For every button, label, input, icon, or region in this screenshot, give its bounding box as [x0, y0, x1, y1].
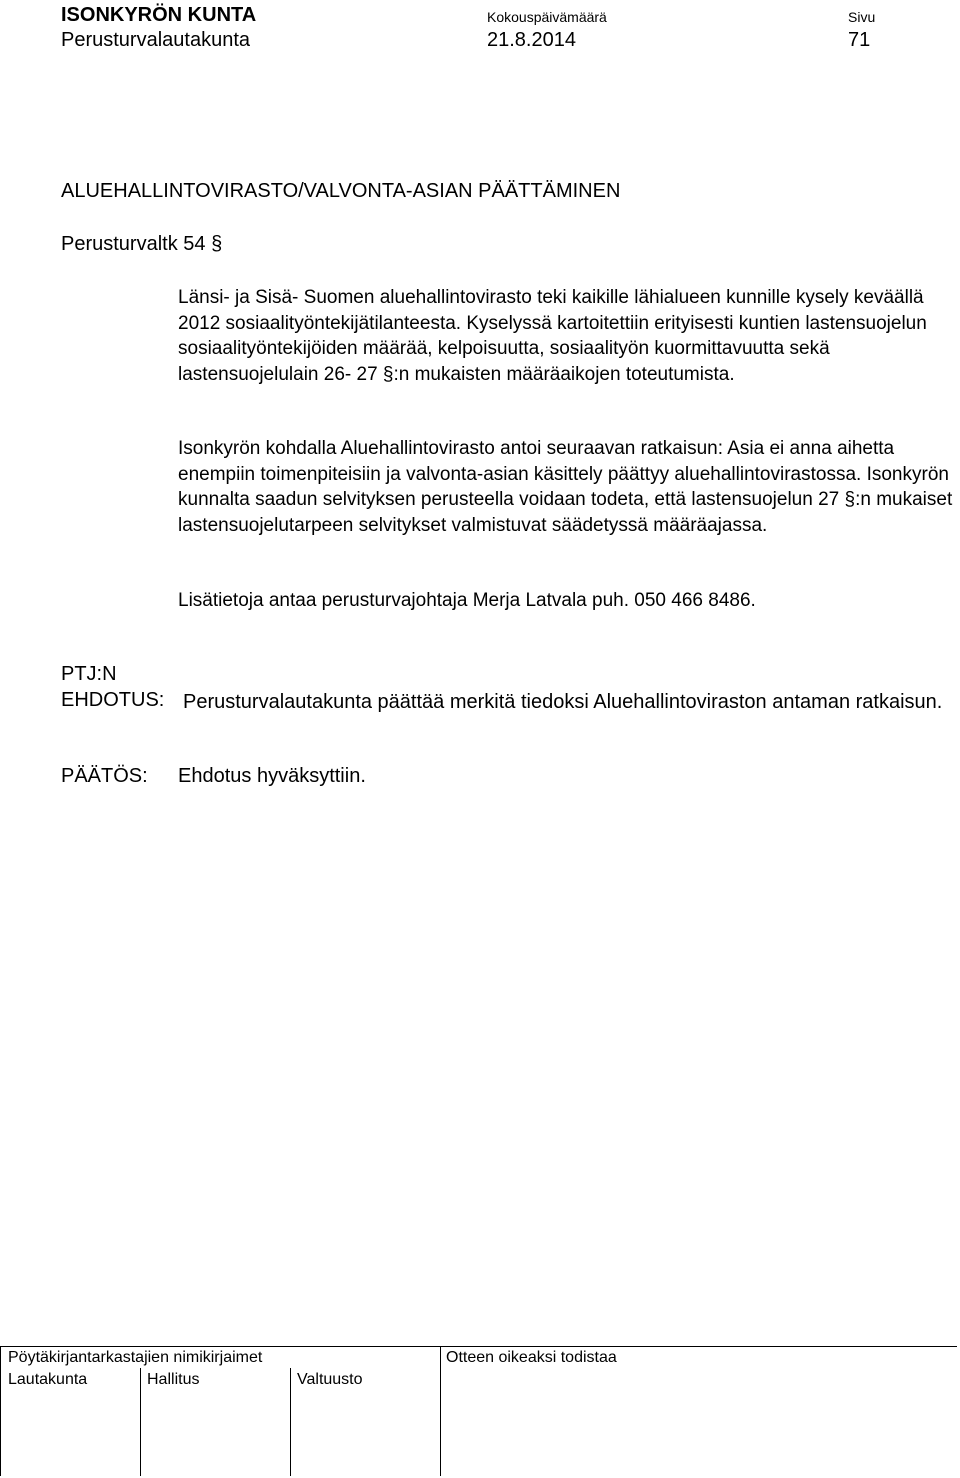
- meeting-date-label: Kokouspäivämäärä: [487, 9, 607, 25]
- footer-column-government: Hallitus: [147, 1371, 200, 1388]
- footer-divider: [0, 1346, 957, 1347]
- meeting-date: 21.8.2014: [487, 29, 576, 51]
- proposal-label: EHDOTUS:: [61, 689, 165, 711]
- footer-divider: [0, 1346, 1, 1476]
- signatures-label: Pöytäkirjantarkastajien nimikirjaimet: [8, 1349, 263, 1366]
- footer-divider: [140, 1368, 141, 1476]
- page-number: 71: [848, 29, 871, 51]
- body-paragraph-3: [178, 588, 953, 614]
- decision-text: Ehdotus hyväksyttiin.: [178, 765, 366, 787]
- decision-label: PÄÄTÖS:: [61, 765, 148, 787]
- body-paragraph-1: [178, 285, 953, 387]
- footer-column-council: Valtuusto: [297, 1371, 363, 1388]
- footer-column-board: Lautakunta: [8, 1371, 88, 1388]
- page-label: Sivu: [848, 9, 876, 25]
- body-paragraph-2: [178, 436, 953, 538]
- proposal-presenter: PTJ:N: [61, 663, 117, 685]
- footer-divider: [290, 1368, 291, 1476]
- certified-label: Otteen oikeaksi todistaa: [446, 1349, 617, 1366]
- footer-divider: [440, 1346, 441, 1476]
- organization-name: ISONKYRÖN KUNTA: [61, 4, 257, 26]
- proposal-text: Perusturvalautakunta päättää merkitä tiedoksi Aluehallintoviraston antaman ratkaisun.: [183, 691, 943, 713]
- section-reference: Perusturvaltk 54 §: [61, 233, 223, 255]
- section-title: ALUEHALLINTOVIRASTO/VALVONTA-ASIAN PÄÄTTÄMINEN: [61, 180, 621, 202]
- board-name: Perusturvalautakunta: [61, 29, 251, 51]
- paragraph-text: Länsi- ja Sisä- Suomen aluehallintovirasto teki kaikille lähialueen kunnille kysely keväällä 2012 sosiaalityöntekijätilanteesta. Kyselyssä kartoitettiin erityisesti kuntien lastensuojelun sosiaalityöntekijöiden määrää, kelpoisuutta, sosiaalityön kuormittavuutta sekä lastensuojelulain 26- 27 §:n mukaisten määräaikojen toteutumista.: [178, 287, 927, 385]
- paragraph-text: Isonkyrön kohdalla Aluehallintovirasto antoi seuraavan ratkaisun: Asia ei anna aihetta enempiin toimenpiteisiin ja valvonta-asian käsittely päättyy aluehallintovirastossa. Isonkyrön kunnalta saadun selvityksen perusteella voidaan todeta, että lastensuojelun 27 §:n mukaiset lastensuojelutarpeen selvitykset valmistuvat säädetyssä määräajassa.: [178, 438, 953, 536]
- paragraph-text: Lisätietoja antaa perusturvajohtaja Merja Latvala puh. 050 466 8486.: [178, 590, 756, 611]
